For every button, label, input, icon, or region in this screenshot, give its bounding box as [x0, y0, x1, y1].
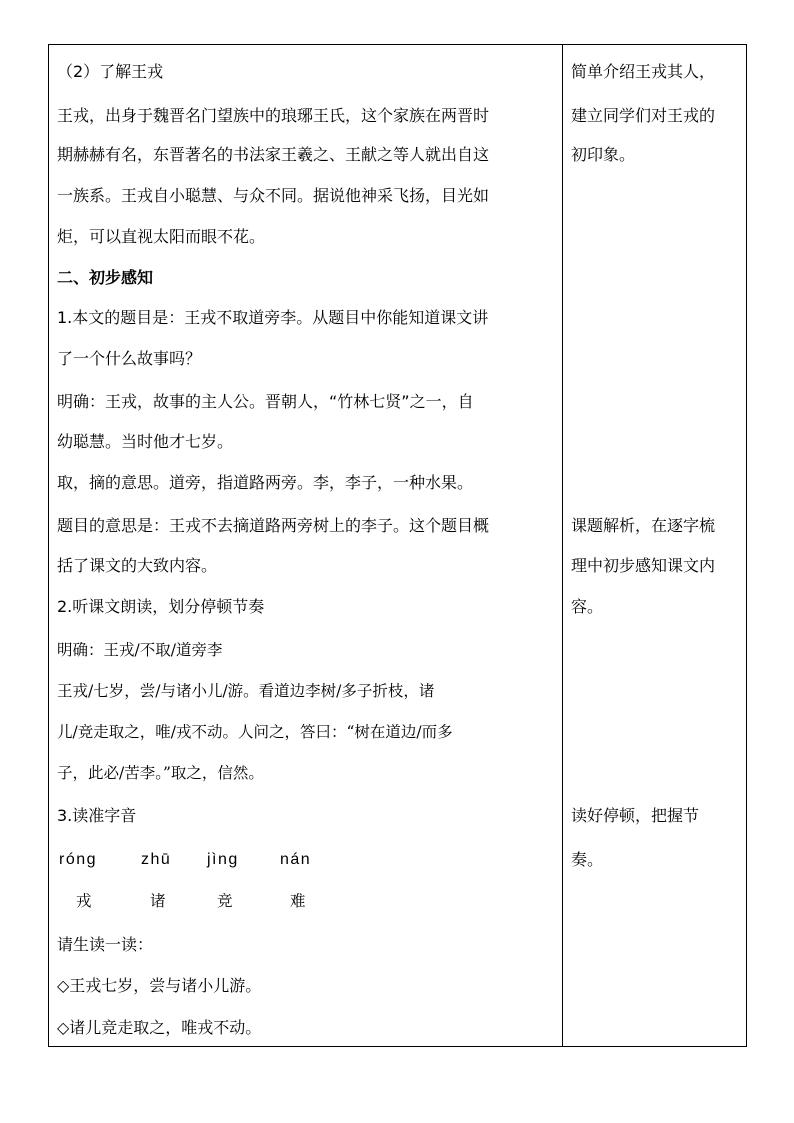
section-heading-initial-perception: 二、初步感知 [57, 268, 154, 287]
text-line: 3.读准字音 [57, 806, 137, 825]
text-line: 括了课文的大致内容。 [57, 556, 218, 575]
text-line: 炬，可以直视太阳而眼不花。 [57, 227, 266, 246]
text-line: 明确：王戎，故事的主人公。晋朝人，“竹林七贤”之一，自 [57, 392, 474, 411]
note-line: 读好停顿，把握节 [571, 806, 700, 825]
text-line: ◇诸儿竞走取之，唯戎不动。 [57, 1018, 262, 1037]
note-line: 课题解析，在逐字梳 [571, 516, 716, 535]
char-nan: 难 [290, 892, 306, 910]
text-line: 1.本文的题目是：王戎不取道旁李。从题目中你能知道课文讲 [57, 308, 489, 327]
pinyin-rong: róng [59, 851, 98, 868]
note-line: 初印象。 [571, 145, 636, 164]
pinyin-zhu: zhū [141, 851, 172, 868]
lesson-table [48, 44, 747, 1047]
text-line: ◇王戎七岁，尝与诸小儿游。 [57, 976, 262, 995]
column-divider [562, 45, 563, 1046]
text-line: 题目的意思是：王戎不去摘道路两旁树上的李子。这个题目概 [57, 516, 490, 535]
text-line: 取，摘的意思。道旁，指道路两旁。李，李子，一种水果。 [57, 473, 474, 492]
section-heading-understand-wangrong: （2）了解王戎 [57, 62, 164, 81]
text-line: 明确：王戎/不取/道旁李 [57, 641, 223, 659]
text-line: 了一个什么故事吗？ [57, 349, 202, 368]
char-zhu: 诸 [150, 892, 166, 910]
note-line: 理中初步感知课文内 [571, 556, 716, 575]
pinyin-jing: jìng [207, 851, 239, 868]
char-rong: 戎 [76, 892, 92, 910]
pinyin-nan: nán [280, 851, 312, 868]
note-line: 建立同学们对王戎的 [571, 106, 716, 125]
text-line: 期赫赫有名，东晋著名的书法家王羲之、王献之等人就出自这 [57, 145, 490, 164]
note-line: 奏。 [571, 850, 604, 869]
text-line: 王戎/七岁，尝/与诸小儿/游。看道边李树/多子折枝，诸 [57, 682, 435, 700]
text-line: 请生读一读： [57, 935, 154, 954]
text-line: 2.听课文朗读，划分停顿节奏 [57, 597, 265, 616]
note-line: 简单介绍王戎其人， [571, 62, 716, 81]
note-line: 容。 [571, 597, 604, 616]
char-jing: 竞 [217, 892, 233, 910]
text-line: 儿/竞走取之，唯/戎不动。人问之，答曰：“树在道边/而多 [57, 723, 453, 741]
text-line: 子，此必/苦李。”取之，信然。 [57, 764, 264, 782]
text-line: 王戎，出身于魏晋名门望族中的琅琊王氏，这个家族在两晋时 [57, 106, 490, 125]
text-line: 一族系。王戎自小聪慧、与众不同。据说他神采飞扬，目光如 [57, 186, 490, 205]
text-line: 幼聪慧。当时他才七岁。 [57, 432, 234, 451]
